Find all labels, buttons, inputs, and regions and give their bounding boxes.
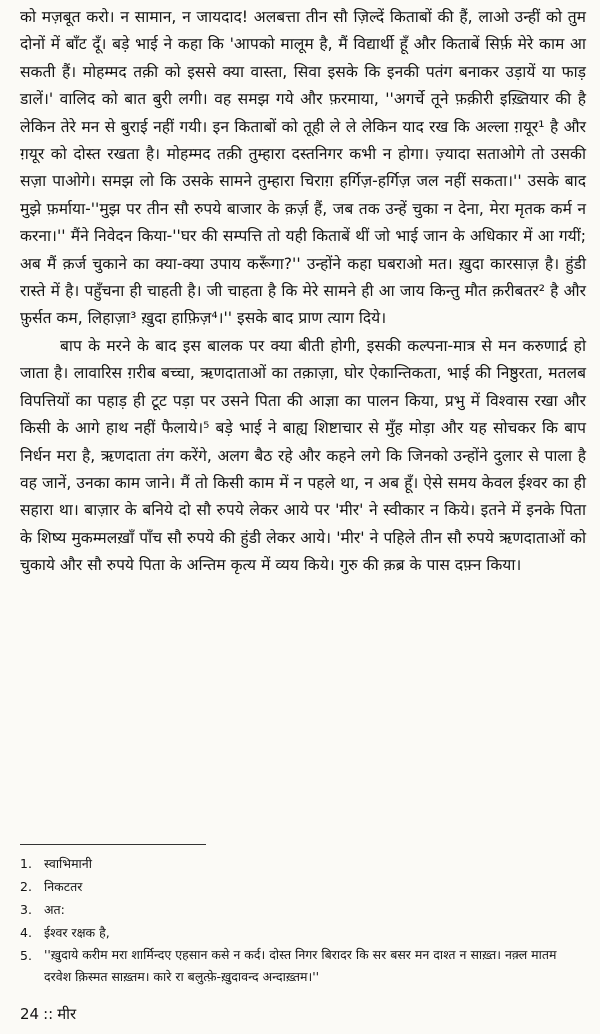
footnotes bbox=[20, 852, 586, 988]
paragraph-2: बाप के मरने के बाद इस बालक पर क्या बीती होगी, इसकी कल्पना-मात्र से मन करुणार्द्र हो जाता है। लावारिस ग़रीब बच्चा, ऋणदाताओं का तक़ाज़ा, घोर ऐकान्तिकता, भाई की निष्ठुरता, मतलब विपत्तियों का पहाड़ ही टूट पड़ा पर उसने पिता की आज्ञा का पालन किया, प्रभु में विश्वास रखा और किसी के आगे हाथ नहीं फैलाये।⁵ बड़े भाई ने बाह्य शिष्टाचार से मुँह मोड़ा और यह सोचकर कि बाप निर्धन मरा है, ऋणदाता तंग करेंगे, अलग बैठ रहे और कहने लगे कि जिनको उन्होंने दुलार से पाला है वह जानें, उनका काम जाने। मैं तो किसी काम में न पहले था, न अब हूँ। ऐसे समय केवल ईश्वर का ही सहारा था। बाज़ार के बनिये दो सौ रुपये लेकर आये पर 'मीर' ने स्वीकार न किये। इतने में इनके पिता के शिष्य मुकम्मलख़ाँ पाँच सौ रुपये की हुंडी लेकर आये। 'मीर' ने पहिले तीन सौ रुपये ऋणदाताओं को चुकाये और सौ रुपये पिता के अन्तिम कृत्य में व्यय किये। गुरु की क़ब्र के पास दफ़्न किया। bbox=[20, 336, 586, 575]
footnote-number: 2. bbox=[20, 879, 32, 894]
footnote-divider bbox=[20, 844, 206, 845]
footer-separator: :: bbox=[43, 1005, 54, 1023]
footnote-number: 5. bbox=[20, 948, 32, 963]
footnote-text: स्वाभिमानी bbox=[44, 856, 92, 871]
footnote-text: निकटतर bbox=[44, 879, 83, 894]
footnote-text: ईश्वर रक्षक है, bbox=[44, 925, 110, 940]
footnote-4 bbox=[20, 921, 586, 944]
book-title: मीर bbox=[57, 1005, 77, 1023]
footnote-number: 3. bbox=[20, 902, 32, 917]
footnote-text: अत: bbox=[44, 902, 65, 917]
footnote-text: ''ख़ुदाये करीम मरा शार्मिन्दए एहसान कसे न कर्द। दोस्त निगर बिरादर कि सर बसर मन दाश्त न साख़्त। नक़्ल मातम दरवेश क़िस्मत साख़्तम। कारे रा बलुत्फ़े-ख़ुदावन्द अन्दाख़्तम।'' bbox=[44, 947, 557, 984]
paragraph-1: को मज़बूत करो। न सामान, न जायदाद! अलबत्ता तीन सौ ज़िल्दें किताबों की हैं, लाओ उन्हीं को तुम दोनों में बाँट दूँ। बड़े भाई ने कहा कि 'आपको मालूम है, मैं विद्यार्थी हूँ और किताबें सिर्फ़ मेरे काम आ सकती हैं। मोहम्मद तक़ी को इससे क्या वास्ता, सिवा इसके कि इनकी पतंग बनाकर उड़ायें या फाड़ डालें।' वालिद को बात बुरी लगी। वह समझ गये और फ़रमाया, ''अगर्चे तूने फ़क़ीरी इख़्तियार की है लेकिन तेरे मन से बुराई नहीं गयी। इन किताबों को तूही ले ले लेकिन याद रख कि अल्ला ग़यूर¹ है और ग़यूर को दोस्त रखता है। मोहम्मद तक़ी तुम्हारा दस्तनिगर कभी न होगा। ज़्यादा सताओगे तो उसकी सज़ा पाओगे। समझ लो कि उसके सामने तुम्हारा चिराग़ हर्गिज़-हर्गिज़ जल नहीं सकता।'' उसके बाद मुझे फ़र्माया-''मुझ पर तीन सौ रुपये बाजार के क़र्ज़ हैं, जब तक उन्हें चुका न देना, मेरा मृतक कर्म न करना।'' मैंने निवेदन किया-''घर की सम्पत्ति तो यही किताबें थीं जो भाई जान के अधिकार में आ गयीं; अब मैं क़र्ज चुकाने का क्या-क्या उपाय करूँगा?'' उन्होंने कहा घबराओ मत। ख़ुदा कारसाज़ है। हुंडी रास्ते में है। पहुँचना ही चाहती है। जी चाहता है कि मेरे सामने ही आ जाय किन्तु मौत क़रीबतर² है और फ़ुर्सत कम, लिहाज़ा³ ख़ुदा हाफ़िज़⁴।'' इसके बाद प्राण त्याग दिये। bbox=[20, 8, 586, 328]
page-footer bbox=[20, 1004, 76, 1024]
footnote-3 bbox=[20, 898, 586, 921]
footnote-number: 4. bbox=[20, 925, 32, 940]
footnote-5 bbox=[20, 944, 586, 988]
page-body bbox=[20, 4, 586, 580]
footnote-1 bbox=[20, 852, 586, 875]
main-text bbox=[20, 4, 586, 580]
page-number: 24 bbox=[20, 1005, 40, 1023]
footnote-number: 1. bbox=[20, 856, 32, 871]
footnote-2 bbox=[20, 875, 586, 898]
